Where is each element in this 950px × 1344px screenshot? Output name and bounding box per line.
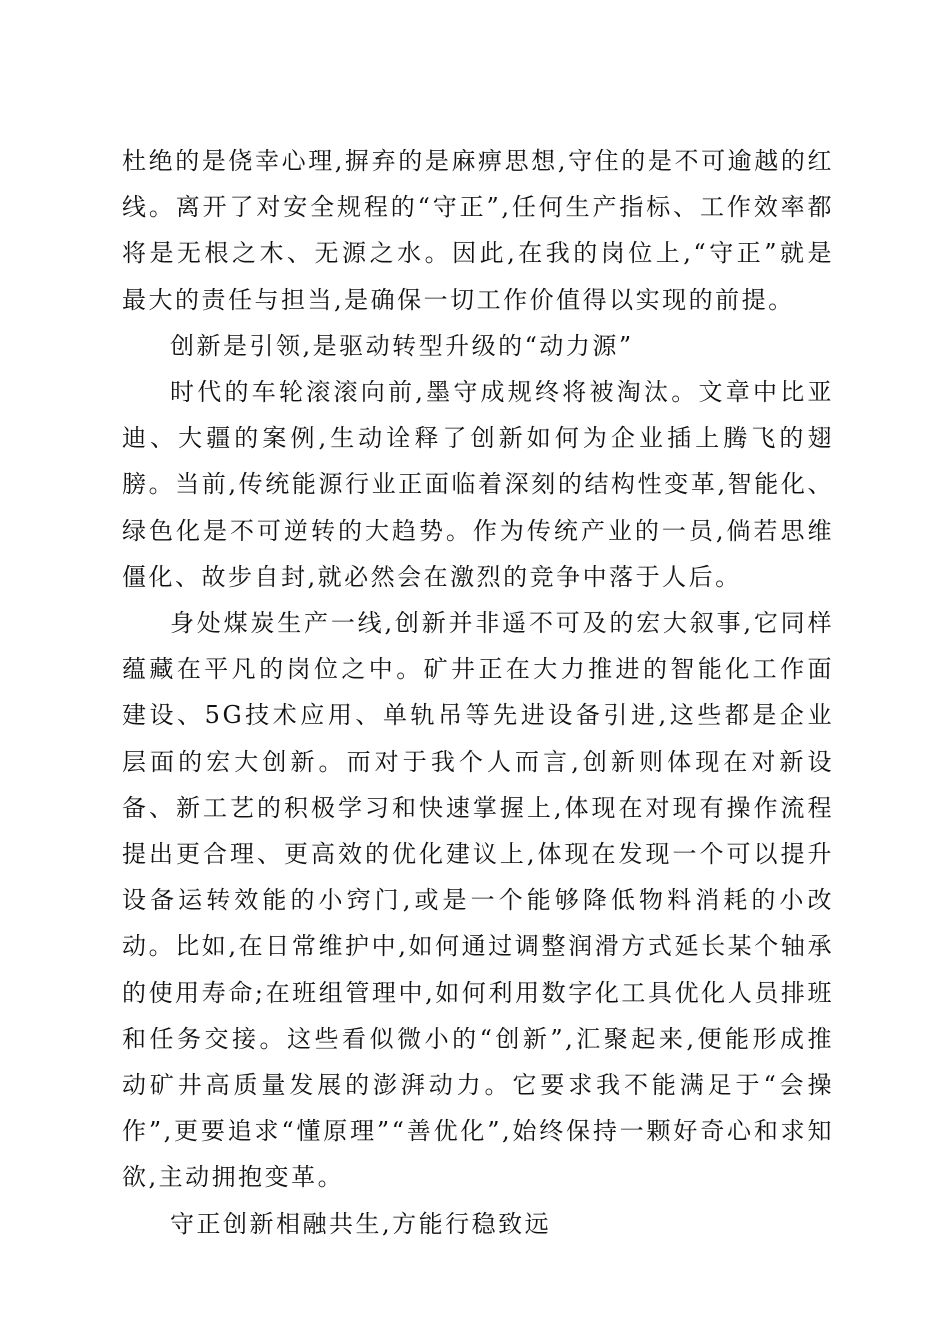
section-heading-innovation: 创新是引领,是驱动转型升级的“动力源” [170,331,634,360]
body-paragraph-2: 时代的车轮滚滚向前,墨守成规终将被淘汰。文章中比亚迪、大疆的案例,生动诠释了创新如何为企业插上腾飞的翅膀。当前,传统能源行业正面临着深刻的结构性变革,智能化、绿色化是不可逆转的大趋势。作为传统产业的一员,倘若思维僵化、故步自封,就必然会在激烈的竞争中落于人后。 [122,378,834,591]
document-body [122,138,834,1247]
body-paragraph-1: 杜绝的是侥幸心理,摒弃的是麻痹思想,守住的是不可逾越的红线。离开了对安全规程的“守正”,任何生产指标、工作效率都将是无根之木、无源之水。因此,在我的岗位上,“守正”就是最大的责任与担当,是确保一切工作价值得以实现的前提。 [122,147,834,314]
body-paragraph-3: 身处煤炭生产一线,创新并非遥不可及的宏大叙事,它同样蕴藏在平凡的岗位之中。矿井正在大力推进的智能化工作面建设、5G技术应用、单轨吊等先进设备引进,这些都是企业层面的宏大创新。而对于我个人而言,创新则体现在对新设备、新工艺的积极学习和快速掌握上,体现在对现有操作流程提出更合理、更高效的优化建议上,体现在发现一个可以提升设备运转效能的小窍门,或是一个能够降低物料消耗的小改动。比如,在日常维护中,如何通过调整润滑方式延长某个轴承的使用寿命;在班组管理中,如何利用数字化工具优化人员排班和任务交接。这些看似微小的“创新”,汇聚起来,便能形成推动矿井高质量发展的澎湃动力。它要求我不能满足于“会操作”,更要追求“懂原理”“善优化”,始终保持一颗好奇心和求知欲,主动拥抱变革。 [122,609,834,1192]
section-heading-integration: 守正创新相融共生,方能行稳致远 [170,1209,552,1238]
